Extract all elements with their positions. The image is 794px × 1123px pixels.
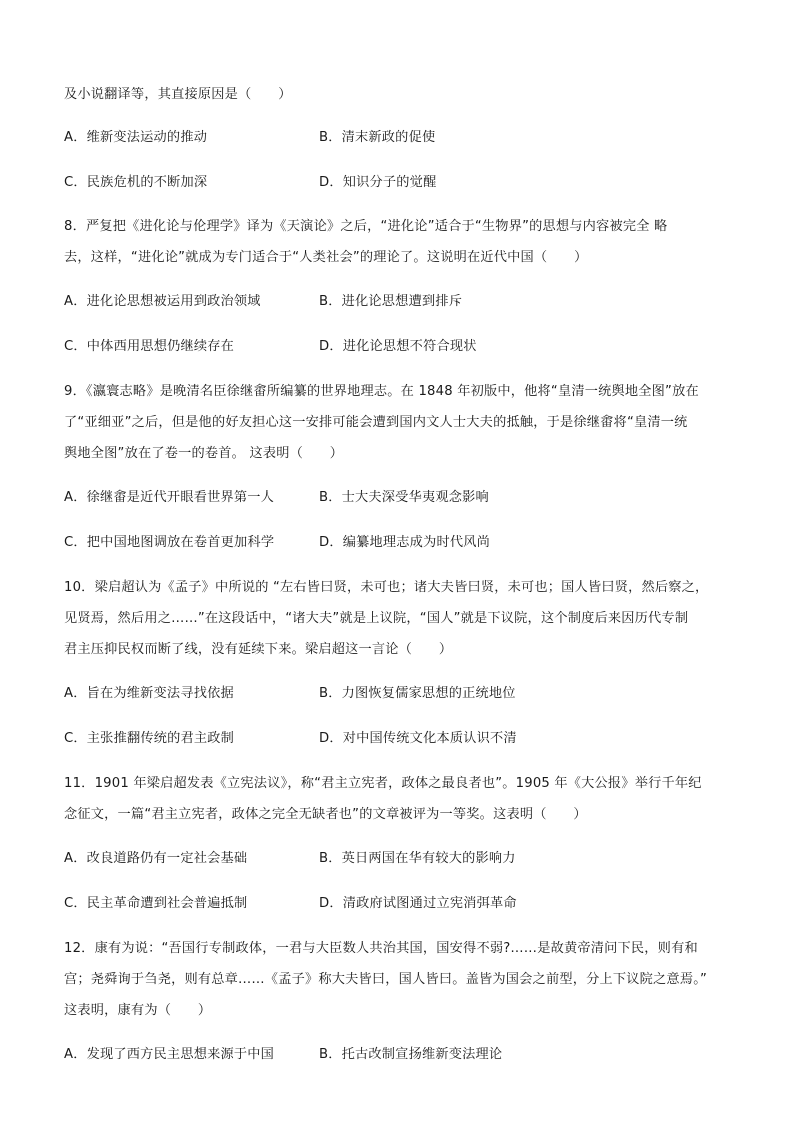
q12-option-a: A．发现了西方民主思想来源于中国	[64, 1047, 275, 1062]
q11-stem-line-1: 11．1901 年梁启超发表《立宪法议》，称“君主立宪者，政体之最良者也”。1905 年《大公报》举行千年纪	[64, 776, 702, 791]
q9-option-b: B．士大夫深受华夷观念影响	[319, 490, 489, 505]
q12-stem-line-1: 12．康有为说：“吾国行专制政体，一君与大臣数人共治其国，国安得不弱?……是故黄帝清问下民，则有和	[64, 941, 698, 956]
q10-stem-line-2: 见贤焉，然后用之……”在这段话中，“诸大夫”就是上议院，“国人”就是下议院，这个制度后来因历代专制	[64, 611, 689, 626]
q10-option-d: D．对中国传统文化本质认识不清	[319, 731, 517, 746]
q11-option-d: D．清政府试图通过立宪消弭革命	[319, 896, 517, 911]
q7-option-c: C．民族危机的不断加深	[64, 175, 208, 190]
q9-stem-line-3: 舆地全图”放在了卷一的卷首。 这表明（ ）	[64, 446, 344, 461]
q7-option-a: A．维新变法运动的推动	[64, 130, 208, 145]
q9-stem-line-2: 了“亚细亚”之后，但是他的好友担心这一安排可能会遭到国内文人士大夫的抵触，于是徐继畬将“皇清一统	[64, 415, 688, 430]
q8-option-a: A．进化论思想被运用到政治领域	[64, 294, 261, 309]
q8-option-c: C．中体西用思想仍继续存在	[64, 339, 235, 354]
q8-stem-line-1: 8．严复把《进化论与伦理学》译为《天演论》之后，“进化论”适合于“生物界”的思想与内容被完全 略	[64, 219, 668, 234]
q10-option-b: B．力图恢复儒家思想的正统地位	[319, 686, 516, 701]
q11-option-c: C．民主革命遭到社会普遍抵制	[64, 896, 248, 911]
q9-stem-line-1: 9．《瀛寰志略》是晚清名臣徐继畬所编纂的世界地理志。在 1848 年初版中，他将“皇清一统舆地全图”放在	[64, 384, 699, 399]
q9-option-d: D．编纂地理志成为时代风尚	[319, 535, 491, 550]
q8-option-d: D．进化论思想不符合现状	[319, 339, 477, 354]
q7-option-b: B．清末新政的促使	[319, 130, 436, 145]
q12-stem-line-2: 宫；尧舜询于刍尧，则有总章……《孟子》称大夫皆曰，国人皆曰。盖皆为国会之前型，分上下议院之意焉。”	[64, 972, 708, 987]
q9-option-c: C．把中国地图调放在卷首更加科学	[64, 535, 275, 550]
q12-stem-line-3: 这表明，康有为（ ）	[64, 1003, 212, 1018]
q11-option-a: A．改良道路仍有一定社会基础	[64, 851, 248, 866]
q8-stem-line-2: 去，这样，“进化论”就成为专门适合于“人类社会”的理论了。这说明在近代中国（ ）	[64, 250, 588, 265]
q11-stem-line-2: 念征文，一篇“君主立宪者，政体之完全无缺者也”的文章被评为一等奖。这表明（ ）	[64, 807, 587, 822]
q12-option-b: B．托古改制宣扬维新变法理论	[319, 1047, 503, 1062]
q10-option-a: A．旨在为维新变法寻找依据	[64, 686, 234, 701]
q7-option-d: D．知识分子的觉醒	[319, 175, 437, 190]
q8-option-b: B．进化论思想遭到排斥	[319, 294, 463, 309]
question-7-stem-tail: 及小说翻译等，其直接原因是（ ）	[64, 87, 292, 102]
q11-option-b: B．英日两国在华有较大的影响力	[319, 851, 516, 866]
q9-option-a: A．徐继畬是近代开眼看世界第一人	[64, 490, 275, 505]
q10-stem-line-1: 10．梁启超认为《孟子》中所说的 “左右皆曰贤，未可也；诸大夫皆曰贤，未可也；国人皆曰贤，然后察之，	[64, 580, 709, 595]
q10-stem-line-3: 君主压抑民权而断了线，没有延续下来。梁启超这一言论（ ）	[64, 642, 453, 657]
q10-option-c: C．主张推翻传统的君主政制	[64, 731, 235, 746]
